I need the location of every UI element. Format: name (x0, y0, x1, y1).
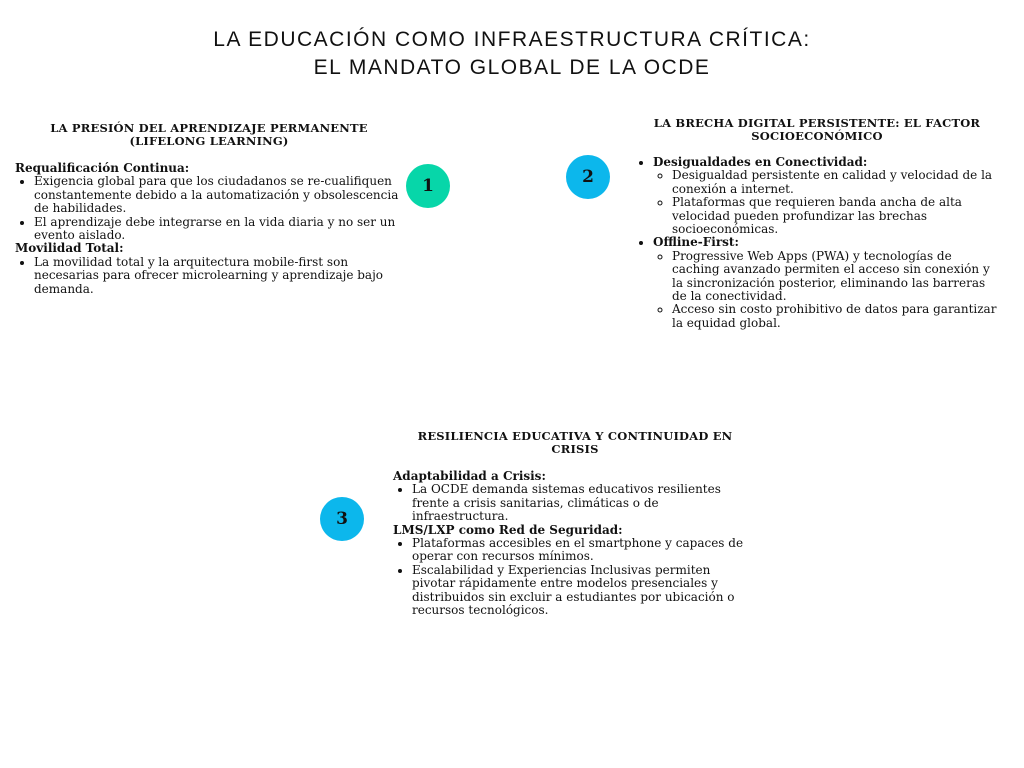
section-2-number: 2 (582, 167, 594, 187)
section-3-heading: RESILIENCIA EDUCATIVA Y CONTINUIDAD EN CRISIS (417, 429, 733, 456)
list-item (653, 236, 1000, 330)
list-item: • La OCDE demanda sistemas educativos resilientes frente a crisis sanitarias, climáticas o de infraestructura. (412, 483, 757, 523)
section-lifelong-learning (15, 122, 403, 296)
section-3-group-1-label: Adaptabilidad a Crisis: (393, 469, 546, 483)
page-title-line-1: LA EDUCACIÓN COMO INFRAESTRUCTURA CRÍTICA: (213, 28, 811, 51)
list-item: • Escalabilidad y Experiencias Inclusivas permiten pivotar rápidamente entre modelos presenciales y distribuidos sin excluir a estudiantes por ubicación o recursos tecnológicos. (412, 564, 757, 618)
section-3-number-badge (320, 497, 364, 541)
page-title-line-2: EL MANDATO GLOBAL DE LA OCDE (313, 56, 711, 79)
list-item: ◦ Progressive Web Apps (PWA) y tecnologías de caching avanzado permiten el acceso sin conexión y la sincronización posterior, eliminando las barreras de la conectividad. (672, 250, 1000, 304)
section-1-group-1-list (15, 175, 403, 242)
page-title (0, 26, 1024, 82)
section-2-group-1-list (653, 169, 1000, 236)
list-item: • La movilidad total y la arquitectura mobile-first son necesarias para ofrecer microlearning y aprendizaje bajo demanda. (34, 256, 403, 296)
section-3-number: 3 (336, 509, 348, 529)
section-2-list (634, 156, 1000, 330)
list-item: ◦ Desigualdad persistente en calidad y velocidad de la conexión a internet. (672, 169, 1000, 196)
section-1-group-2-label: Movilidad Total: (15, 241, 124, 256)
section-2-heading: LA BRECHA DIGITAL PERSISTENTE: EL FACTOR SOCIOECONÓMICO (653, 116, 981, 143)
section-3-group-2-list (393, 537, 757, 617)
section-1-number: 1 (422, 176, 434, 196)
list-item: • El aprendizaje debe integrarse en la vida diaria y no ser un evento aislado. (34, 216, 403, 243)
list-item: ◦ Plataformas que requieren banda ancha de alta velocidad pueden profundizar las brechas socioeconómicas. (672, 196, 1000, 236)
section-digital-divide (634, 117, 1000, 330)
list-item (653, 156, 1000, 236)
section-1-number-badge (406, 164, 450, 208)
section-1-group-1-label: Requalificación Continua: (15, 161, 190, 175)
list-item: • Exigencia global para que los ciudadanos se re-cualifiquen constantemente debido a la automatización y obsolescencia de habilidades. (34, 175, 403, 215)
section-3-group-2-label: LMS/LXP como Red de Seguridad: (393, 522, 623, 537)
section-3-group-1-list (393, 483, 757, 523)
section-2-number-badge (566, 155, 610, 199)
section-educational-resilience (393, 430, 757, 617)
section-1-heading: LA PRESIÓN DEL APRENDIZAJE PERMANENTE (LIFELONG LEARNING) (50, 121, 368, 148)
section-2-group-2-label: Offline-First: (653, 235, 739, 250)
section-1-group-2-list (15, 256, 403, 296)
section-2-group-2-list (653, 250, 1000, 330)
list-item: • Plataformas accesibles en el smartphone y capaces de operar con recursos mínimos. (412, 537, 757, 564)
section-2-group-1-label: Desigualdades en Conectividad: (653, 155, 868, 169)
list-item: ◦ Acceso sin costo prohibitivo de datos para garantizar la equidad global. (672, 303, 1000, 330)
